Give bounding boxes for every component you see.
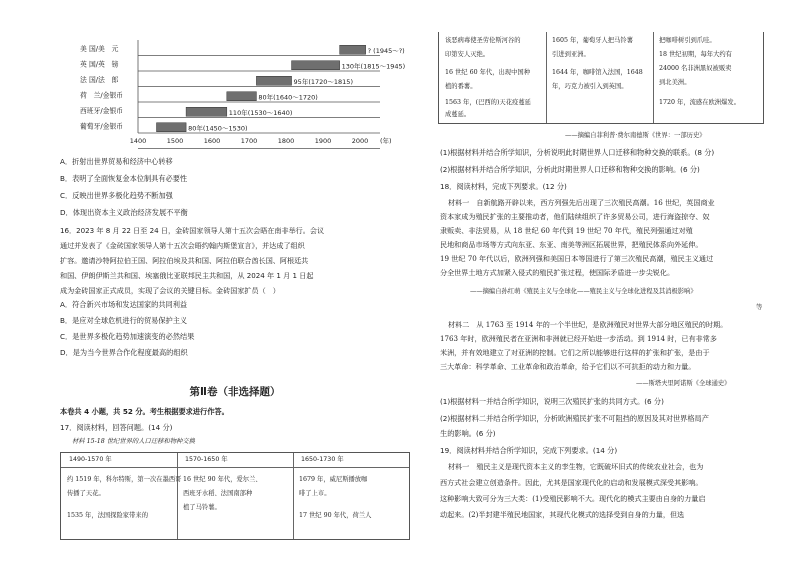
- q18-m1-line: 资本家成为殖民扩张的主要推动者，他们陆续组织了许多贸易公司，进行海盗掠夺、奴: [440, 212, 710, 221]
- table-header-1570-1650: 1570-1650 年: [185, 456, 228, 463]
- table-cell: 植了马铃薯。: [183, 504, 221, 511]
- row-label: 法 国/法 郎: [80, 75, 119, 84]
- q18-sub2b: 生的影响。(6 分): [440, 429, 496, 438]
- x-tick-label: 1800: [277, 137, 295, 145]
- row-label: 葡萄牙/金银币: [80, 122, 124, 131]
- bar: [186, 107, 227, 116]
- q16-line-5: 成为金砖国家正式成员，实现了会议的关键目标。金砖国家扩员（ ）: [60, 286, 280, 295]
- x-tick-label: 1500: [166, 137, 184, 145]
- table-cell: 18 世纪初期，每年大约有: [659, 51, 732, 58]
- q18-m1-line: 隶贩卖、非法贸易，从 18 世纪 60 年代到 19 世纪 70 年代，殖民列强通过对殖: [440, 226, 693, 235]
- table-cell: 印第安人灭绝。: [445, 51, 490, 58]
- q17-source: ——摘编自菲利普·费尔南德斯《世界：一部历史》: [565, 132, 706, 139]
- q18-m1-source: ——摘编自孙红萌《殖民主义与全球化——殖民主义与全球化进程及其消极影响》: [470, 288, 697, 295]
- q15-option-b: B．表明了全面恢复金本位制具有必要性: [60, 174, 188, 183]
- table-cell: 植的番薯。: [445, 83, 477, 90]
- q15-option-a: A．折射出世界贸易和经济中心转移: [60, 157, 173, 166]
- x-axis-label: (年): [380, 137, 392, 145]
- table-cell: 约 1519 年，科尔特斯，第一次在墨西哥: [67, 476, 182, 483]
- q16-option-a: A．符合新兴市场和发达国家的共同利益: [60, 300, 188, 309]
- table-cell: 传播了天花。: [67, 490, 105, 497]
- table-cell: 16 世纪 60 年代，出现中国种: [445, 69, 530, 76]
- x-tick-label: 1400: [129, 137, 147, 145]
- q17-sub2: (2)根据材料并结合所学知识，分析此时期世界人口迁移和物种交换的影响。(6 分): [440, 165, 700, 174]
- bar: [157, 123, 187, 132]
- q17-table-right: [438, 32, 764, 124]
- bar: [256, 76, 291, 85]
- q18-sub2a: (2)根据材料二并结合所学知识，分析欧洲殖民扩张不可阻挡的原因及其对世界格局产: [440, 414, 709, 423]
- q16-option-d: D．是为当今世界合作化程度最高的组织: [60, 348, 188, 357]
- q18-m2-line: 1763 年时，欧洲殖民者在亚洲和非洲就已经开始进一步活动。到 1914 时，已有非常多: [440, 334, 717, 343]
- row-label: 英 国/英 镑: [80, 60, 119, 69]
- table-cell: 引进到亚洲。: [552, 51, 590, 58]
- table-cell: 16 世纪 90 年代，爱尔兰、: [183, 476, 262, 483]
- table-header-1490-1570: 1490-1570 年: [69, 456, 112, 463]
- q18-m2-source: ——斯塔夫里阿诺斯《全球通史》: [636, 380, 731, 387]
- q16-option-b: B．是应对全球危机进行的贸易保护主义: [60, 316, 188, 325]
- x-tick-label: 2000: [351, 137, 369, 145]
- q18-sub1: (1)根据材料一并结合所学知识，说明三次殖民扩张的共同方式。(6 分): [440, 397, 664, 406]
- table-cell: 该恶病毒使圣劳伦斯河谷的: [445, 37, 521, 44]
- table-cell: 西班牙水稻、法国南部种: [183, 490, 253, 497]
- x-tick-label: 1700: [240, 137, 258, 145]
- q17-table-left: [60, 452, 410, 540]
- row-label: 荷 兰/金银币: [80, 91, 124, 100]
- q19-line: 这种影响大致可分为三大类：(1)受殖民影响不大。现代化的模式主要由自身的力量启: [440, 494, 706, 503]
- q18-m1-line: 19 世纪 70 年代以后，欧洲列强和美国日本等国进行了第三次殖民高潮，殖民主义通过: [440, 254, 714, 263]
- q18-m1-source-2: 等: [756, 304, 763, 311]
- table-cell: 1605 年，葡萄牙人把马铃薯: [552, 37, 633, 44]
- row-label: 美 国/美 元: [80, 44, 119, 53]
- x-tick-label: 1600: [203, 137, 221, 145]
- table-cell: 成蔓延。: [445, 111, 471, 118]
- q18-m1-line: 分全世界土地方式加紧入侵式的殖民扩张过程，使国际矛盾进一步尖锐化。: [440, 268, 675, 277]
- q18-m1-line: 民地和商品市场等方式向东亚、东亚、南美等洲区拓展世界，把殖民体系向外延伸。: [440, 240, 703, 249]
- q16-option-c: C．是世界多极化趋势加速演变的必然结果: [60, 332, 195, 341]
- bar-label: 110年(1530～1640): [228, 108, 293, 117]
- q18-m1-line: 材料一 自新航路开辟以来，西方列强先后出现了三次殖民高潮。16 世纪，英国商业: [448, 198, 715, 207]
- row-label: 西班牙/金银币: [80, 106, 124, 115]
- x-tick-label: 1900: [314, 137, 332, 145]
- q19-line: 动起来。(2)半封建半殖民地国家，其现代化模式的选择受到自身的力量，但选: [440, 510, 685, 519]
- bar-label: 80年(1640～1720): [258, 93, 318, 102]
- bar-label: ? (1945～?): [367, 46, 405, 55]
- q17-sub1: (1)根据材料并结合所学知识，分析说明此时期世界人口迁移和物种交换的联系。(8 分): [440, 148, 715, 157]
- table-cell: 到北美洲。: [659, 79, 691, 86]
- q18-m2-line: 三大革命：科学革命、工业革命和政治革命，给予它们以不可抗拒的动力和力量。: [440, 362, 696, 371]
- table-cell: 啡了上市。: [299, 490, 331, 497]
- table-cell: 1679 年，威尼斯播放咖: [299, 476, 368, 483]
- bar-label: 95年(1720～1815): [293, 77, 353, 86]
- table-cell: 1720 年，流感在欧洲爆发。: [659, 99, 740, 106]
- q16-line-2: 通过并发表了《金砖国家领导人第十五次会晤约翰内斯堡宣言》，并达成了组织: [60, 241, 305, 250]
- table-cell: 1535 年，法国探险家带来的: [67, 512, 148, 519]
- q16-line-1: 16．2023 年 8 月 22 日至 24 日，金砖国家领导人第十五次会晤在南非举行。会议: [60, 226, 325, 235]
- table-cell: 24000 名非洲黑奴被贩卖: [659, 65, 732, 72]
- section-2-title: 第Ⅱ卷（非选择题）: [189, 386, 281, 398]
- table-cell: 年，巧克力被引入到英国。: [552, 83, 628, 90]
- table-cell: 17 世纪 90 年代，荷兰人: [299, 512, 372, 519]
- q18-m2-line: 材料二 从 1763 至 1914 年的一个半世纪，是欧洲殖民对世界大部分地区殖民的时期。: [448, 320, 728, 329]
- table-cell: 1644 年，咖啡馆入法国，1648: [552, 69, 643, 76]
- q17-material-title: 材料 15-18 世纪世界的人口迁移和物种交换: [72, 438, 195, 445]
- bar: [292, 61, 340, 70]
- table-cell: 把咖啡树引到爪哇。: [659, 37, 716, 44]
- bar: [227, 92, 257, 101]
- q16-line-4: 和国、伊朗伊斯兰共和国、埃塞俄比亚联邦民主共和国，从 2024 年 1 月 1 日起: [60, 271, 314, 280]
- q19-head: 19．阅读材料并结合所学知识，完成下列要求。(14 分): [440, 446, 618, 455]
- table-cell: 1563 年，(巴西的)天花疫蔓延: [445, 99, 531, 106]
- q19-line: 材料一 殖民主义是现代资本主义的孪生物，它既破坏旧式的传统农业社会，也为: [448, 462, 704, 471]
- q19-line: 西方式社会建立创造条件。因此，尤其是国家现代化的启动和发展模式深受其影响。: [440, 478, 703, 487]
- table-header-1650-1730: 1650-1730 年: [301, 456, 344, 463]
- currency-dominance-chart: [80, 38, 410, 150]
- section-2-note: 本卷共 4 小题，共 52 分。考生根据要求进行作答。: [60, 407, 229, 416]
- q15-option-c: C．反映出世界多极化趋势不断加强: [60, 191, 173, 200]
- q18-head: 18．阅读材料，完成下列要求。(12 分): [440, 182, 567, 191]
- q18-m2-line: 米洲，并有效地建立了对亚洲的控制。它们之所以能够进行这样的扩张和扩张，是由于: [440, 348, 710, 357]
- q16-line-3: 扩容。邀请沙特阿拉伯王国、阿拉伯埃及共和国、阿拉伯联合酋长国、阿根廷共: [60, 256, 309, 265]
- bar-label: 130年(1815～1945): [341, 62, 406, 71]
- bar-label: 80年(1450～1530): [188, 124, 248, 133]
- bar: [340, 45, 366, 54]
- q17-head: 17．阅读材料，回答问题。(14 分): [60, 423, 173, 432]
- q15-option-d: D．体现出资本主义政治经济发展不平衡: [60, 208, 188, 217]
